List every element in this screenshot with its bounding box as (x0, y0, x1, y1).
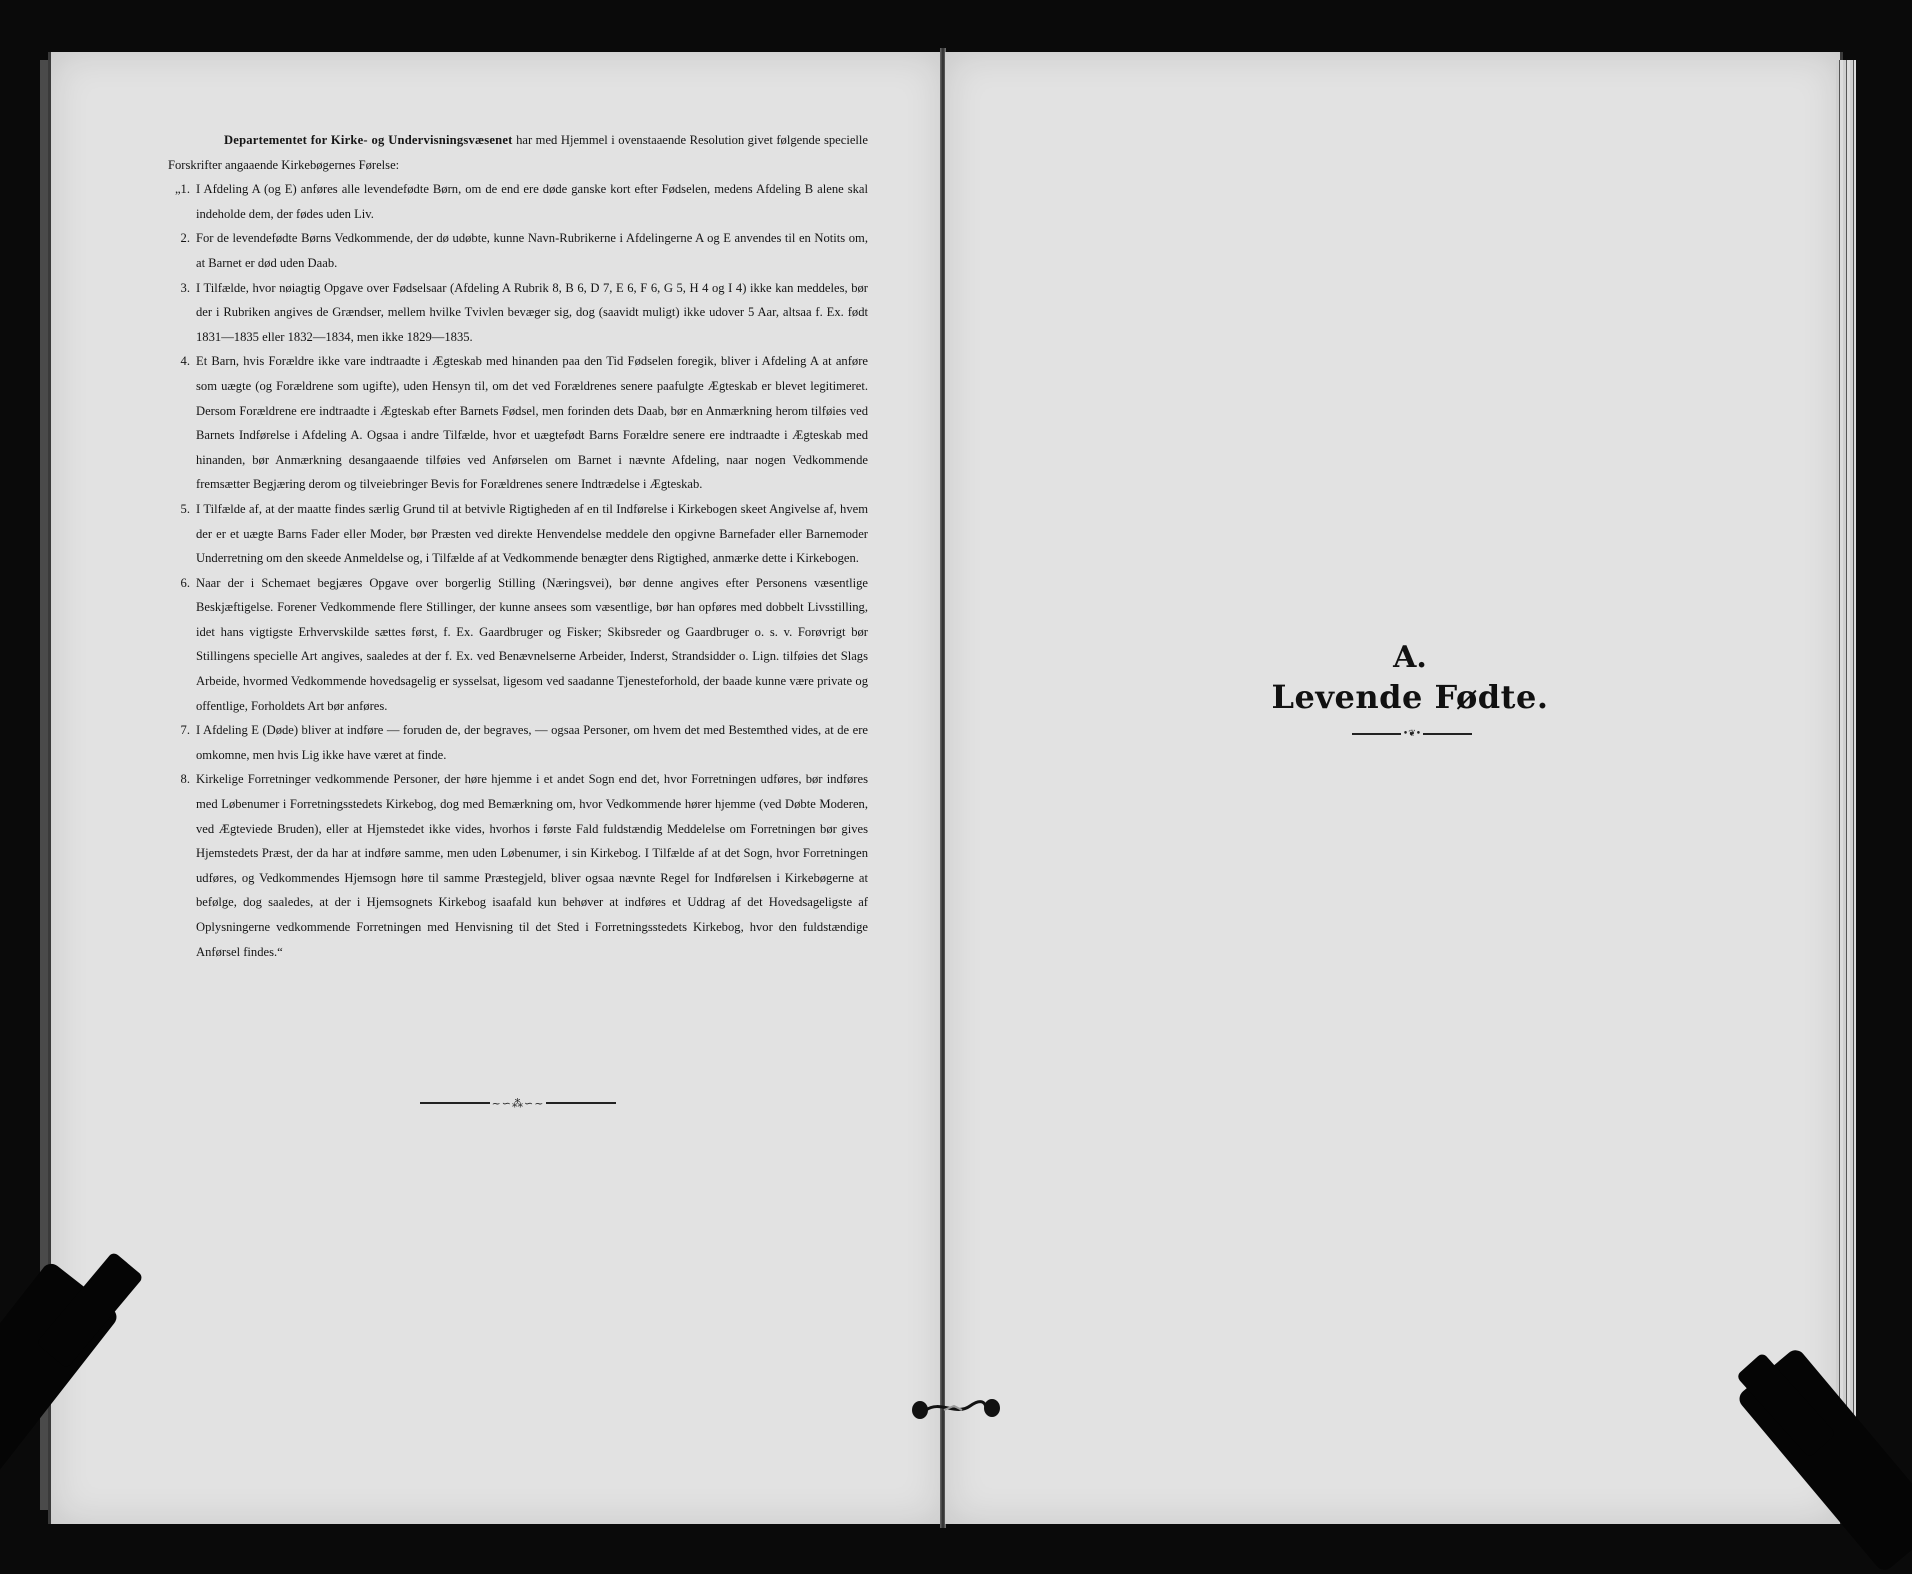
rule-text: Kirkelige Forretninger vedkommende Personer, der høre hjemme i et andet Sogn end det, hvor Forretningen udføres, bør indføres med Løbenumer i Forretningsstedets Kirkebog, dog med Bemærkning om, hvor Vedkommende hører hjemme (ved Døbte Moderen, ved Ægteviede Bruden), eller at Hjemstedet ikke vides, hvorhos i første Fald fuldstændig Meddelelse om Forretningen bør gives Hjemstedets Præst, der da har at indføre samme, men uden Løbenumer, i sin Kirkebog. I Tilfælde af at det Sogn, hvor Forretningen udføres, og Vedkommendes Hjemsogn høre til samme Præstegjeld, bliver ogsaa nævnte Regel for Indførelsen i Kirkebøgerne at befølge, dog saaledes, at der i Hjemsognets Kirkebog isaafald kun behøver at indføres et Uddrag af det Hovedsageligste af Oplysningerne vedkommende Forretningen med Henvisning til det Sted i Forretningsstedets Kirkebog, hvor den fuldstændige Anførsel findes.“ (196, 772, 868, 959)
rule-number: „1. (174, 182, 190, 197)
regulations-text (168, 128, 868, 964)
rule-item (168, 349, 868, 497)
rule-number: 5. (180, 501, 190, 516)
binding-thread (910, 1392, 1002, 1424)
section-letter: A. (1393, 640, 1427, 675)
rule-number: 7. (180, 723, 190, 738)
rule-item (168, 177, 868, 226)
flourish-glyph-right: •❦• (1402, 729, 1422, 739)
rules-list (168, 177, 868, 964)
rule-text: Et Barn, hvis Forældre ikke vare indtraadte i Ægteskab med hinanden paa den Tid Fødselen foregik, bliver i Afdeling A at anføre som uægte (og Forældrene som ugifte), uden Hensyn til, om det ved Forældrenes senere paafulgte Ægteskab er blevet legitimeret. Dersom Forældrene ere indtraadte i Ægteskab efter Barnets Fødsel, men forinden dets Daab, bør en Anmærkning herom tilføies ved Barnets Indførelse i Afdeling A. Ogsaa i andre Tilfælde, hvor et uægtefødt Barns Forældre senere ere indtraadte i Ægteskab med hinanden, bør Anmærkning desangaaende tilføies ved Anførselen om Barnet i nævnte Afdeling, naar nogen Vedkommende fremsætter Begjæring derom og tilveiebringer Bevis for Forældrenes senere Indtrædelse i Ægteskab. (196, 354, 868, 492)
section-title: Levende Fødte. (1271, 678, 1549, 716)
rule-item (168, 226, 868, 275)
rule-text: For de levendefødte Børns Vedkommende, der dø udøbte, kunne Navn-Rubrikerne i Afdelingerne A og E anvendes til en Notits om, at Barnet er død uden Daab. (196, 231, 868, 270)
rule-item (168, 276, 868, 350)
rule-text: I Tilfælde, hvor nøiagtig Opgave over Fødselsaar (Afdeling A Rubrik 8, B 6, D 7, E 6, F 6, G 5, H 4 og I 4) ikke kan meddeles, bør der i Rubriken angives de Grændser, mellem hvilke Tvivlen bevæger sig, dog (saavidt muligt) ikke udover 5 Aar, altsaa f. Ex. født 1831—1835 eller 1832—1834, men ikke 1829—1835. (196, 280, 868, 344)
rule-number: 4. (180, 354, 190, 369)
rule-text: I Afdeling A (og E) anføres alle levendefødte Børn, om de end ere døde ganske kort efter Fødselen, medens Afdeling B alene skal indeholde dem, der fødes uden Liv. (196, 182, 868, 221)
rule-number: 2. (180, 231, 190, 246)
rule-item (168, 718, 868, 767)
intro-paragraph (168, 128, 868, 177)
rule-item (168, 767, 868, 964)
rule-number: 8. (180, 772, 190, 787)
right-page-ornament (1352, 728, 1472, 740)
intro-text: har med Hjemmel i ovenstaaende Resolution givet følgende specielle Forskrifter angaaende Kirkebøgernes Førelse: (168, 133, 868, 172)
rule-text: Naar der i Schemaet begjæres Opgave over borgerlig Stilling (Næringsvei), bør denne angives efter Personens væsentlige Beskjæftigelse. Forener Vedkommende flere Stillinger, der kunne ansees som væsentlige, bør han opføres med dobbelt Livsstilling, idet hans vigtigste Erhvervskilde sættes først, f. Ex. Gaardbruger og Fisker; Skibsreder og Gaardbruger o. s. v. Forøvrigt bør Stillingens specielle Art angives, saaledes at der f. Ex. ved Benævnelserne Arbeider, Inderst, Strandsidder o. Lign. tilføies det Slags Arbeide, hvormed Vedkommende hovedsagelig er sysselsat, ligesom ved saadanne Tjenesteforhold, der baade kunne være private og offentlige, Forholdets Art bør anføres. (196, 575, 868, 713)
rule-number: 3. (180, 280, 190, 295)
rule-number: 6. (180, 575, 190, 590)
flourish-glyph: ~∽⁂∽~ (491, 1096, 545, 1110)
right-page (945, 52, 1843, 1524)
rule-text: I Afdeling E (Døde) bliver at indføre — foruden de, der begraves, — ogsaa Personer, om hvem det med Bestemthed vides, at de ere omkomne, men hvis Lig ikke have været at finde. (196, 723, 868, 762)
rule-item (168, 571, 868, 719)
rule-text: I Tilfælde af, at der maatte findes særlig Grund til at betvivle Rigtigheden af en til Indførelse i Kirkebogen skeet Angivelse af, hvem der er et uægte Barns Fader eller Moder, bør Præsten ved direkte Henvendelse meddele den opgivne Barnefader eller Barnemoder Underretning om den skeede Anmeldelse og, i Tilfælde af at Vedkommende benægter dens Rigtighed, anmærke dette i Kirkebogen. (196, 501, 868, 566)
page-edges-right (1836, 60, 1856, 1500)
rule-item (168, 497, 868, 571)
department-name: Departementet for Kirke- og Undervisningsvæsenet (224, 133, 513, 147)
left-page-ornament (420, 1096, 616, 1110)
